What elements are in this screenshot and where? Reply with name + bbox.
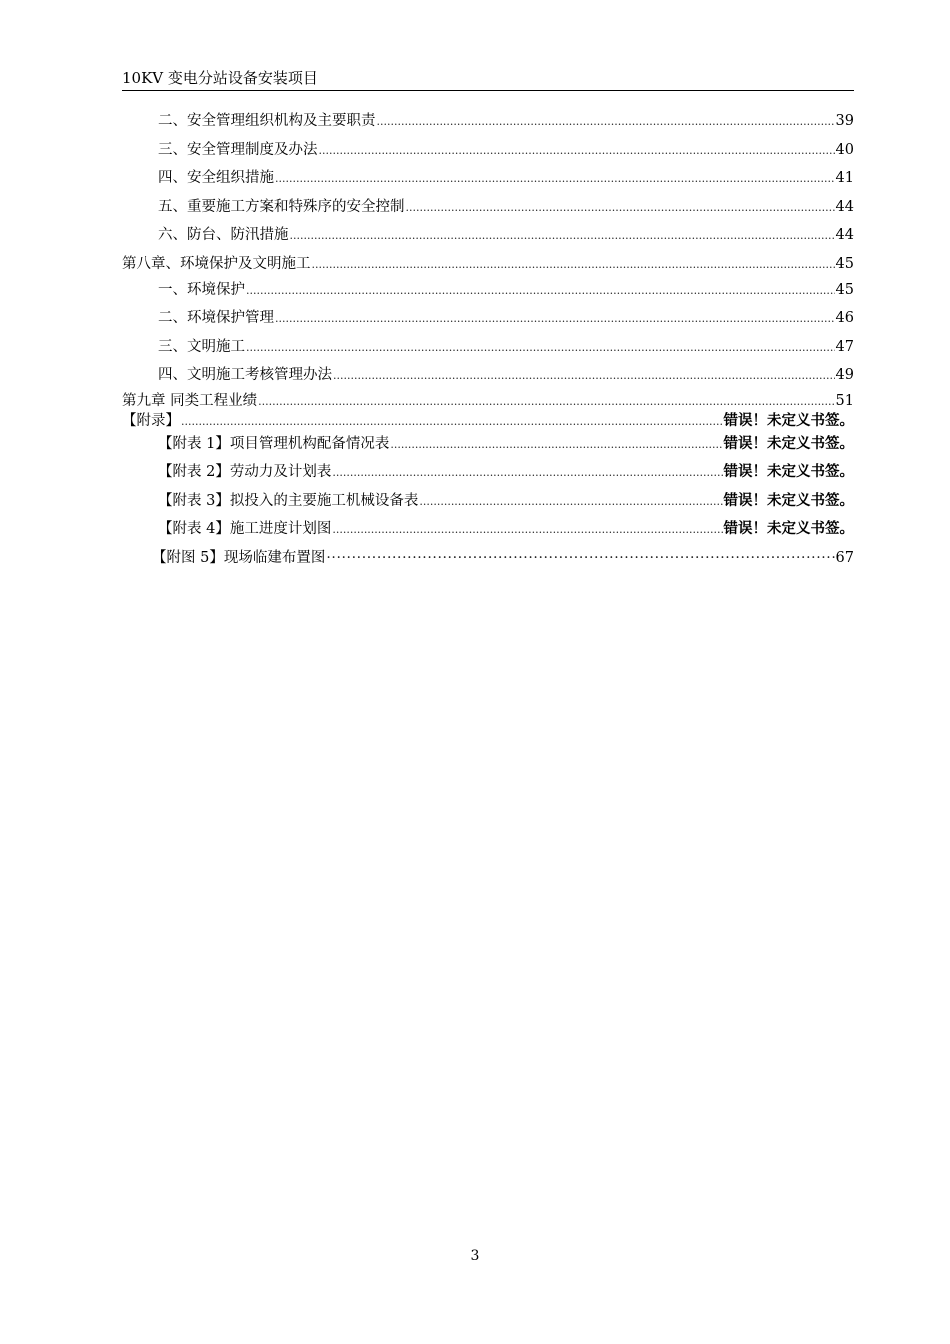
- toc-entry-page: 67: [835, 549, 854, 566]
- toc-entry-page: 40: [835, 141, 854, 158]
- toc-entry-page: 51: [835, 392, 854, 409]
- toc-leader-dots: [275, 167, 835, 191]
- toc-entry[interactable]: [122, 109, 854, 138]
- toc-entry-page: 47: [835, 338, 854, 355]
- toc-entry-title: 【附录】: [122, 412, 180, 429]
- toc-entry[interactable]: [122, 166, 854, 195]
- page-header: [122, 68, 854, 91]
- toc-entry-page: 45: [835, 281, 854, 298]
- toc-entry-title: 二、安全管理组织机构及主要职责: [158, 113, 376, 129]
- toc-entry-title: 二、环境保护管理: [158, 310, 274, 326]
- toc-entry-error: 错误！未定义书签。: [723, 435, 854, 452]
- toc-leader-dots: [275, 307, 835, 331]
- header-title: 10KV 变电分站设备安装项目: [122, 69, 318, 87]
- toc-entry-page: 39: [835, 113, 854, 129]
- toc-leader-dots: [332, 518, 722, 542]
- toc-leader-dots: [419, 490, 722, 514]
- toc-entry-page: 44: [835, 227, 854, 243]
- toc-leader-dots: [390, 433, 722, 457]
- toc-entry[interactable]: [122, 223, 854, 252]
- toc-entry[interactable]: [122, 363, 854, 392]
- toc-entry[interactable]: [122, 335, 854, 364]
- page-number: 3: [470, 1248, 480, 1264]
- toc-leader-dots: [332, 461, 722, 485]
- toc-appendix-entry[interactable]: [122, 412, 854, 432]
- toc-entry-title: 三、安全管理制度及办法: [158, 141, 318, 158]
- toc-chapter-entry[interactable]: [122, 252, 854, 278]
- toc-entry[interactable]: [122, 432, 854, 461]
- toc-entry[interactable]: [122, 195, 854, 224]
- toc-leader-dots: [290, 224, 835, 248]
- toc-entry-page: 41: [835, 170, 854, 186]
- toc-entry[interactable]: [122, 306, 854, 335]
- toc-entry-title: 五、重要施工方案和特殊序的安全控制: [158, 198, 405, 215]
- toc-entry-page: 45: [835, 255, 854, 272]
- toc-entry[interactable]: [122, 138, 854, 167]
- table-of-contents: [122, 109, 854, 574]
- toc-entry[interactable]: [122, 489, 854, 518]
- toc-entry-page: 46: [835, 310, 854, 326]
- toc-entry-title: 【附表 2】劳动力及计划表: [158, 464, 332, 480]
- toc-entry-title: 三、文明施工: [158, 338, 245, 355]
- toc-entry[interactable]: [122, 517, 854, 546]
- toc-entry-title: 【附图 5】现场临建布置图: [152, 549, 326, 566]
- toc-entry-error: 错误！未定义书签。: [723, 521, 854, 537]
- toc-leader-dots: [181, 413, 723, 431]
- toc-leader-dots: [312, 253, 835, 277]
- toc-entry-title: 四、文明施工考核管理办法: [158, 367, 332, 383]
- toc-leader-dots: [258, 393, 834, 411]
- toc-entry-title: 【附表 1】项目管理机构配备情况表: [158, 435, 390, 452]
- toc-chapter-entry[interactable]: [122, 392, 854, 412]
- toc-leader-dots: [377, 110, 835, 134]
- toc-entry-error: 错误！未定义书签。: [723, 492, 854, 509]
- toc-entry-title: 【附表 4】施工进度计划图: [158, 521, 332, 537]
- toc-entry-title: 第九章 同类工程业绩: [122, 392, 258, 409]
- toc-entry-page: 44: [835, 198, 854, 215]
- toc-entry[interactable]: [122, 460, 854, 489]
- toc-entry-title: 六、防台、防汛措施: [158, 227, 289, 243]
- toc-entry-title: 四、安全组织措施: [158, 170, 274, 186]
- toc-leader-dots: [246, 279, 835, 303]
- toc-leader-dots: [326, 546, 834, 571]
- toc-entry-title: 【附表 3】拟投入的主要施工机械设备表: [158, 492, 419, 509]
- toc-entry-title: 第八章、环境保护及文明施工: [122, 255, 311, 272]
- toc-leader-dots: [246, 336, 835, 360]
- toc-leader-dots: [319, 139, 835, 163]
- toc-leader-dots: [333, 364, 835, 388]
- toc-entry[interactable]: [122, 278, 854, 307]
- toc-entry[interactable]: [122, 546, 854, 575]
- toc-entry-error: 错误！未定义书签。: [723, 412, 854, 429]
- toc-leader-dots: [406, 196, 835, 220]
- toc-entry-title: 一、环境保护: [158, 281, 245, 298]
- toc-entry-page: 49: [835, 367, 854, 383]
- toc-entry-error: 错误！未定义书签。: [723, 464, 854, 480]
